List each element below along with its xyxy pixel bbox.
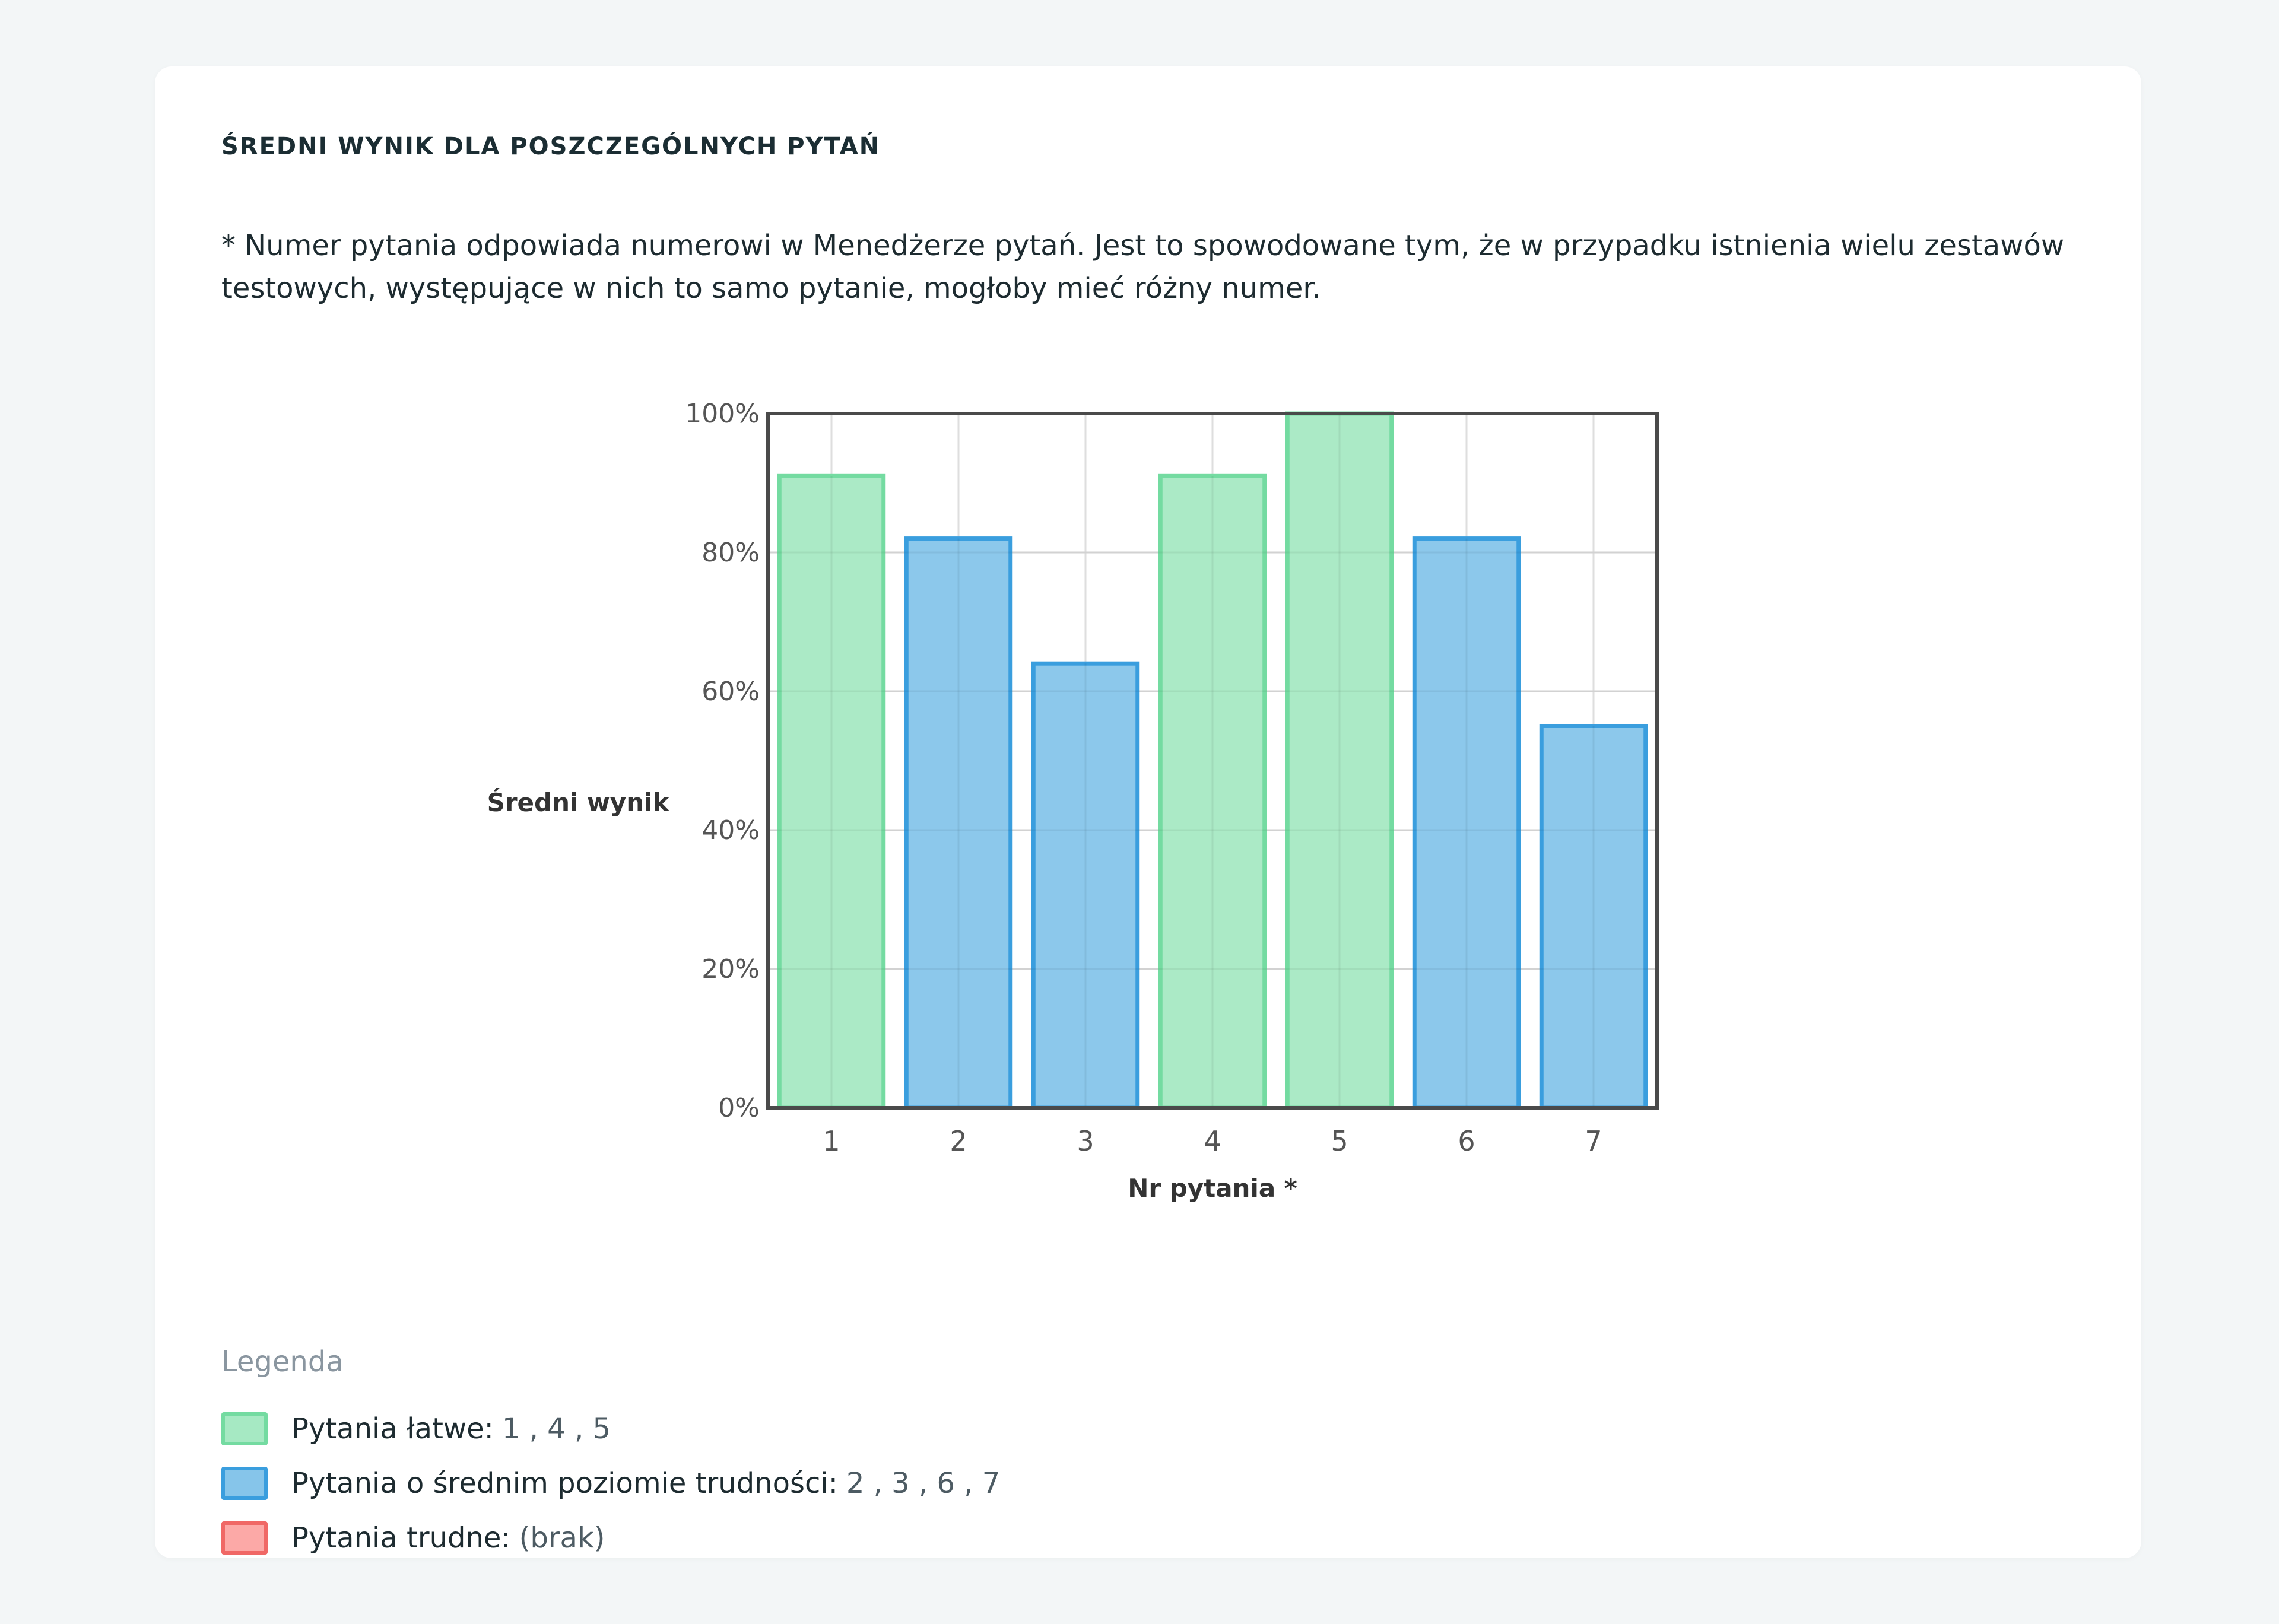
x-tick-label: 6 [1458,1125,1475,1157]
legend-item-medium [221,1456,1000,1511]
x-tick-label: 7 [1585,1125,1602,1157]
legend-swatch-hard [221,1521,268,1555]
legend-numbers: 1 , 4 , 5 [501,1412,611,1445]
legend-label: Pytania trudne: [291,1521,511,1555]
y-tick-label: 60% [702,676,760,707]
legend-swatch-easy [221,1412,268,1445]
x-tick-label: 5 [1331,1125,1348,1157]
question-number-note: * Numer pytania odpowiada numerowi w Menedżerze pytań. Jest to spowodowane tym, że w przypadku istnienia wielu zestawów testowych, występujące w nich to samo pytanie, mogłoby mieć różny numer. [221,229,2065,305]
x-tick-label: 1 [823,1125,840,1157]
legend-title: Legenda [221,1345,344,1378]
legend-numbers: 2 , 3 , 6 , 7 [846,1467,1001,1500]
section-title: ŚREDNI WYNIK DLA POSZCZEGÓLNYCH PYTAŃ [221,133,881,160]
x-tick-label: 2 [950,1125,967,1157]
y-tick-label: 0% [718,1093,760,1123]
legend [221,1401,1000,1565]
x-tick-label: 4 [1204,1125,1221,1157]
y-tick-label: 80% [702,538,760,568]
legend-numbers: (brak) [519,1521,605,1555]
bars [768,414,1657,1108]
y-axis-label: Średni wynik [487,788,669,817]
average-score-chart [155,66,2141,1312]
results-card [155,66,2141,1558]
legend-item-easy [221,1401,1000,1456]
legend-item-hard [221,1511,1000,1565]
x-tick-label: 3 [1077,1125,1094,1157]
legend-label: Pytania o średnim poziomie trudności: [291,1467,838,1500]
legend-label: Pytania łatwe: [291,1412,494,1445]
x-axis-label: Nr pytania * [1128,1174,1297,1203]
y-tick-label: 40% [702,815,760,846]
y-tick-label: 100% [685,399,760,429]
y-tick-label: 20% [702,954,760,984]
legend-swatch-medium [221,1467,268,1500]
x-tick-labels [823,1125,1602,1157]
y-tick-labels [685,399,760,1123]
